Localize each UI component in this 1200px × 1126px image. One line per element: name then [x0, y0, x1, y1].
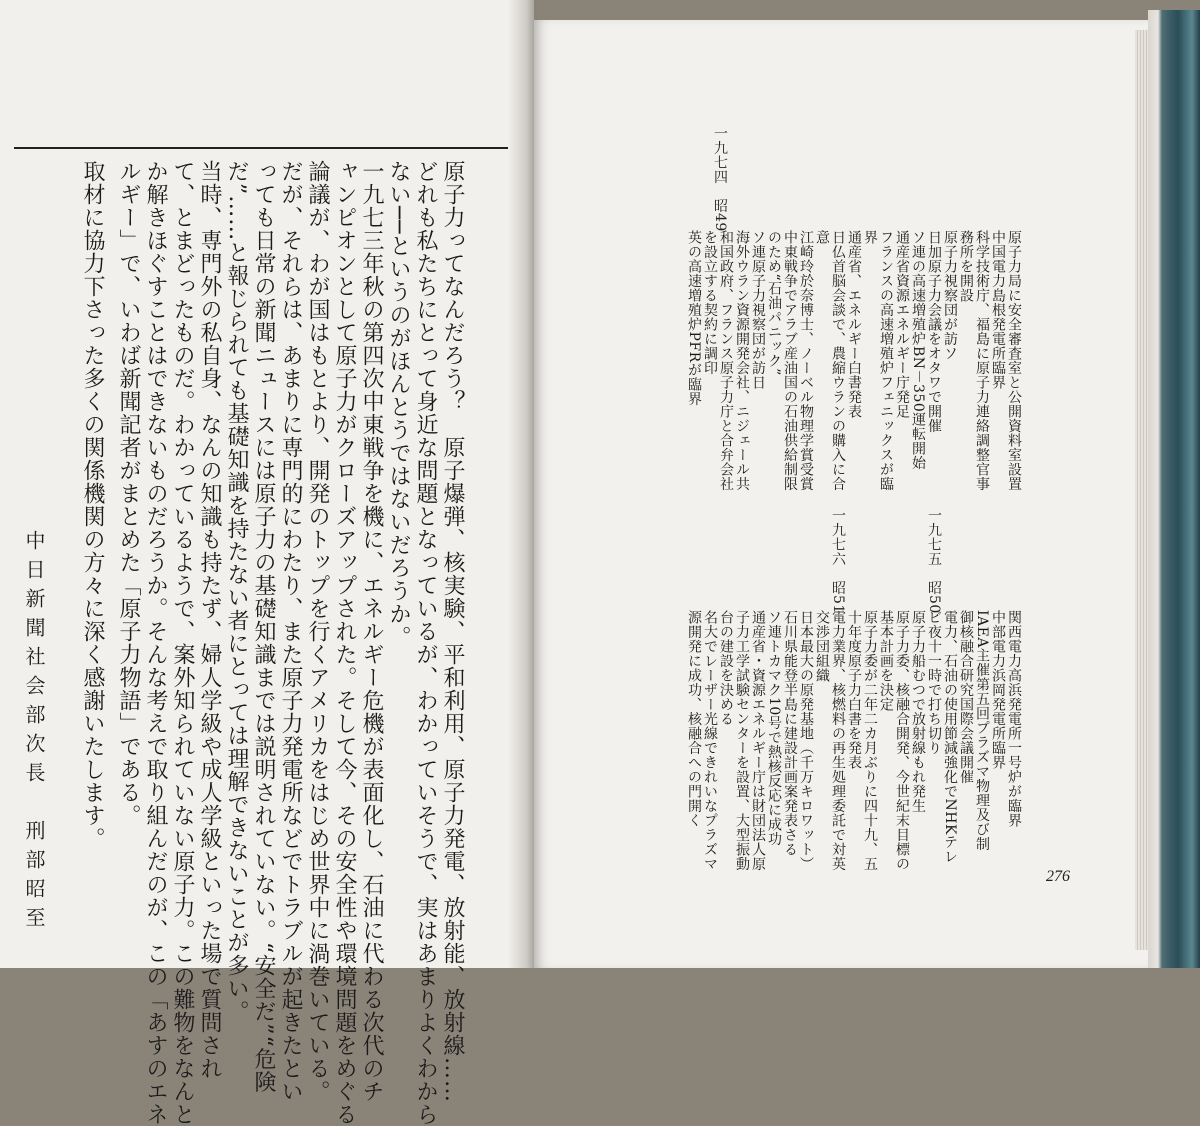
timeline-entry: フランスの高速増殖炉フェニックスが臨: [878, 230, 894, 491]
timeline-entry: 原子力局に安全審査室と公開資料室設置: [1006, 230, 1022, 491]
timeline-entry: ソ連原子力視察団が訪日: [750, 230, 766, 390]
timeline-entry: 関西電力高浜発電所一号炉が臨界: [1006, 610, 1022, 828]
timeline-entry: 原子力視察団が訪ソ: [942, 230, 958, 361]
author-signature: 中日新聞社会部次長 刑部昭至: [22, 530, 46, 936]
timeline-entry: 中部電力浜岡発電所臨界: [990, 610, 1006, 770]
book-gutter: [508, 0, 534, 968]
timeline-entry: 源開発に成功、核融合への門開く: [686, 610, 702, 828]
preface-column: か解きほぐすことはできないものだろうか。そんな考えで取り組んだのが、この「あすのエネ: [143, 160, 168, 1126]
timeline-entry: 界: [862, 230, 878, 245]
year-label-1976: 一九七六 昭51: [830, 508, 846, 614]
horizontal-rule: [14, 147, 540, 149]
preface-column: 取材に協力下さった多くの関係機関の方々に深く感謝いたします。: [80, 160, 105, 850]
timeline-entry: 海外ウラン資源開発会社、ニジェール共: [734, 230, 750, 491]
timeline-entry: 中国電力島根発電所臨界: [990, 230, 1006, 390]
timeline-entry: 通産省、エネルギー白書発表: [846, 230, 862, 419]
right-page: [534, 20, 1148, 968]
timeline-entry: 交渉団組織: [814, 610, 830, 683]
timeline-entry: ソ連の高速増殖炉BN－350運転開始: [910, 230, 926, 471]
timeline-entry: 原子力委、核融合開発、今世紀末目標の: [894, 610, 910, 871]
preface-column: て、とまどったものだ。わかっているようで、案外知られていない原子力。この難物をなんと: [170, 160, 195, 1126]
preface-column: 原子力ってなんだろう？ 原子爆弾、核実験、平和利用、原子力発電、放射能、放射線……: [440, 160, 465, 1103]
year-label-1975: 一九七五 昭50: [926, 508, 942, 614]
preface-column: どれも私たちにとって身近な問題となっているが、わかっていそうで、実はあまりよくわから: [413, 160, 438, 1126]
timeline-entry: を設立する契約に調印: [702, 230, 718, 375]
left-page: [0, 0, 528, 1126]
timeline-entry: ソ連トカマク10号で熱核反応に成功: [766, 610, 782, 847]
timeline-entry: 原子力委が二年二カ月ぶりに四十九、五: [862, 610, 878, 871]
preface-column: 一九七三年秋の第四次中東戦争を機に、エネルギー危機が表面化し、石油に代わる次代のチ: [359, 160, 384, 1103]
timeline-entry: 子力工学試験センターを設置、大型振動: [734, 610, 750, 871]
timeline-entry: 石川県能登半島に建設計画案発表さる: [782, 610, 798, 857]
preface-column: ない──というのがほんとうではないだろうか。: [386, 160, 411, 649]
timeline-entry: 日加原子力会議をオタワで開催: [926, 230, 942, 433]
timeline-entry: 日仏首脳会談で、農縮ウランの購入に合: [830, 230, 846, 491]
preface-column: だ”……と報じられても基礎知識を持たない者にとっては理解できないことが多い。: [224, 160, 249, 1024]
timeline-entry: ビ夜十一時で打ち切り: [926, 610, 942, 755]
timeline-entry: 御核融合研究国際会議開催: [958, 610, 974, 784]
timeline-entry: 英の高速増殖炉PFRが臨界: [686, 230, 702, 407]
timeline-entry: 日本最大の原発基地（千万キロワット）: [798, 610, 814, 871]
preface-column: っても日常の新聞ニュースには原子力の基礎知識までは説明されていない。“安全だ”“危険: [251, 160, 276, 1094]
page-number: 276: [1046, 868, 1070, 885]
timeline-entry: IAEA主催第五回プラズマ物理及び制: [974, 610, 990, 851]
timeline-entry: 科学技術庁、福島に原子力連絡調整官事: [974, 230, 990, 491]
preface-column: 論議が、わが国はもとより、開発のトップを行くアメリカをはじめ世界中に渦巻いている。: [305, 160, 330, 1103]
timeline-entry: 電力、石油の使用節減強化でNHKテレ: [942, 610, 958, 864]
timeline-entry: 江崎玲於奈博士、ノーベル物理学賞受賞: [798, 230, 814, 491]
timeline-entry: 務所を開設: [958, 230, 974, 303]
preface-column: ルギー」で、いわば新聞記者がまとめた「原子力物語」である。: [116, 160, 141, 827]
preface-column: だが、それらは、あまりに専門的にわたり、また原子力発電所などでトラブルが起きたとい: [278, 160, 303, 1103]
timeline-entry: 十年度原子力白書を発表: [846, 610, 862, 770]
preface-column: 当時、専門外の私自身、なんの知識も持たず、婦人学級や成人学級といった場で質問され: [197, 160, 222, 1080]
timeline-entry: のため“石油パニック”: [766, 230, 782, 376]
timeline-entry: 通産省資源エネルギー庁発足: [894, 230, 910, 419]
timeline-entry: 基本計画を決定: [878, 610, 894, 712]
book-cover-edge: [1148, 10, 1200, 968]
preface-column: ャンピオンとして原子力がクローズアップされた。そして今、その安全性や環境問題をめぐる: [332, 160, 357, 1126]
timeline-entry: 意: [814, 230, 830, 245]
timeline-entry: 名大でレーザー光線できれいなプラズマ: [702, 610, 718, 871]
timeline-entry: 電力業界、核燃料の再生処理委託で対英: [830, 610, 846, 871]
timeline-entry: 台の建設を決める: [718, 610, 734, 726]
timeline-entry: 中東戦争でアラブ産油国の石油供給制限: [782, 230, 798, 491]
year-label-1974: 一九七四 昭49: [712, 126, 728, 232]
timeline-entry: 原子力船むつで放射線もれ発生: [910, 610, 926, 813]
timeline-entry: 和国政府、フランス原子力庁と合弁会社: [718, 230, 734, 491]
page-edges: [1135, 30, 1149, 950]
timeline-entry: 通産省・資源エネルギー庁は財団法人原: [750, 610, 766, 871]
